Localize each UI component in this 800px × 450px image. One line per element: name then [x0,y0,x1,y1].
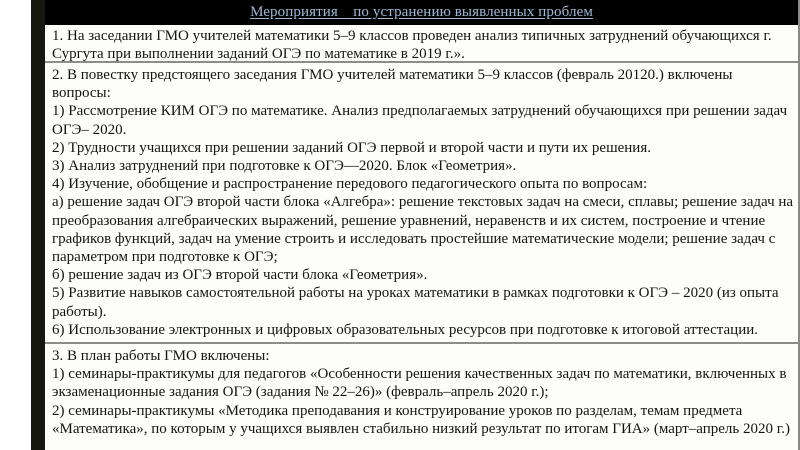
row-2-line: 5) Развитие навыков самостоятельной работы на уроках математики в рамках подготовки к ОГЭ – 2020 (из опыта [52,285,779,302]
row-2-line: 3) Анализ затруднений при подготовке к ОГЭ—2020. Блок «Геометрия». [52,158,517,175]
row-1-line: Сургута при выполнении заданий ОГЭ по математике в 2019 г.». [52,46,465,63]
row-2-line: 2. В повестку предстоящего заседания ГМО учителей математики 5–9 классов (февраль 20120.) включены [52,67,733,83]
row-2-line: параметром при подготовке к ОГЭ; [52,249,278,266]
row-2-line: б) решение задач из ОГЭ второй части блока «Геометрия». [52,267,428,284]
left-decorative-band [31,0,45,450]
row-2-line: преобразования алгебраических выражений, решение уравнений, неравенств и их систем, построение и чтение [52,212,766,229]
row-2-line: 1) Рассмотрение КИМ ОГЭ по математике. Анализ предполагаемых затруднений обучающихся при решении задач [52,103,788,120]
table-header [45,0,798,25]
row-2-line: вопросы: [52,85,111,102]
table-row-3 [45,344,798,450]
row-2-line: ОГЭ– 2020. [52,121,127,138]
row-2-line: 4) Изучение, обобщение и распространение передового педагогического опыта по вопросам: [52,176,648,193]
row-3-line: 3. В план работы ГМО включены: [52,348,270,364]
row-2-line: работы). [52,303,107,320]
row-3-line: экзаменационные задания ОГЭ (задания № 22–26)» (февраль–апрель 2020 г.); [52,384,549,401]
measures-table [45,0,800,450]
row-3-line: 1) семинары-практикумы для педагогов «Особенности решения качественных задач по математики, включенных в [52,366,787,383]
row-2-line: а) решение задач ОГЭ второй части блока «Алгебра»: решение текстовых задач на смеси, сплавы; решение задач на [52,194,794,211]
row-3-line: 2) семинары-практикумы «Методика преподавания и конструирование уроков по разделам, темам предмета [52,402,743,419]
row-1-line: 1. На заседании ГМО учителей математики 5–9 классов проведен анализ типичных затруднений обучающихся г. [52,28,772,44]
row-2-line: 2) Трудности учащихся при решении заданий ОГЭ первой и второй части и пути их решения. [52,139,651,156]
row-3-line: «Математика», по которым у учащихся выявлен стабильно низкий результат по итогам ГИА» (март–апрель 2020 г.) [52,420,790,437]
table-title: Мероприятия по устранению выявленных проблем [250,4,593,20]
row-2-line: графиков функций, задач на умение строить и исследовать простейшие математические модели; решение задач с [52,230,776,247]
table-row-1 [45,25,798,63]
table-row-2 [45,63,798,344]
row-2-line: 6) Использование электронных и цифровых образовательных ресурсов при подготовке к итоговой аттестации. [52,321,759,338]
